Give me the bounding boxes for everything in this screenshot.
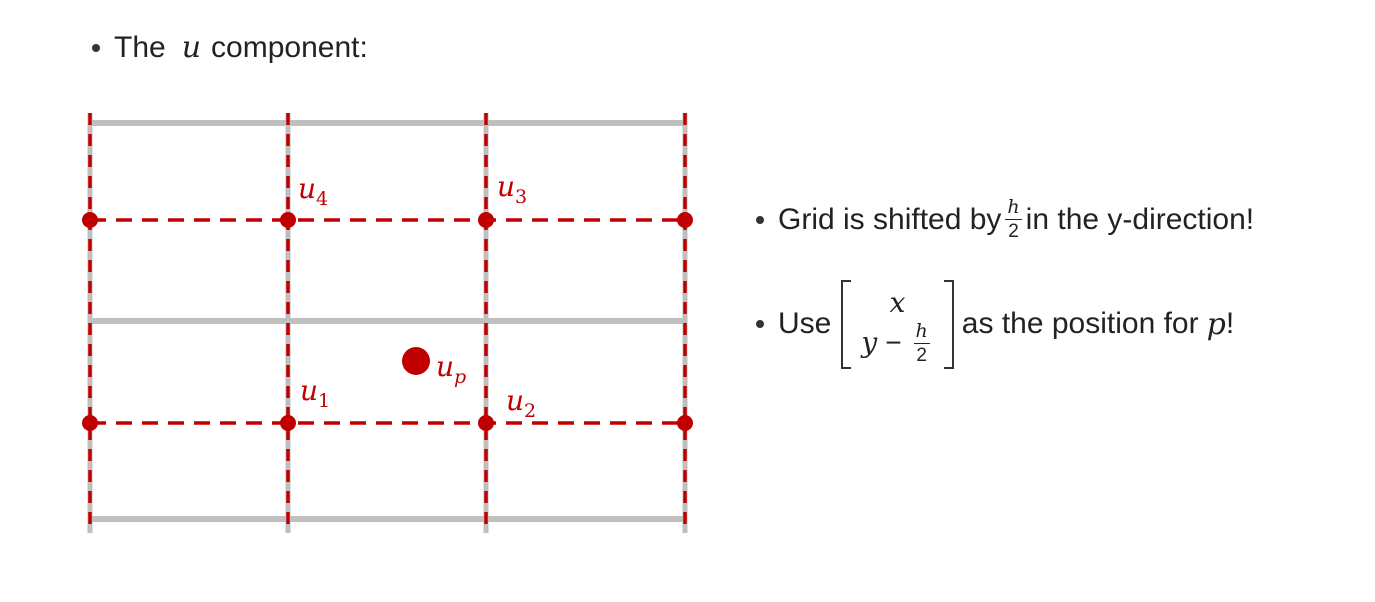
frac-bar	[914, 343, 930, 344]
grid-point	[82, 415, 98, 431]
label-up: $u_p$	[436, 350, 467, 388]
grid-point-u3	[478, 212, 494, 228]
gray-horizontal-lines	[90, 123, 685, 519]
note-position-end: !	[1225, 307, 1235, 341]
grid-point-u4	[280, 212, 296, 228]
note-grid-shift-suffix: in the y-direction!	[1025, 202, 1255, 236]
vector-bottom-op: −	[885, 327, 902, 359]
frac-bar	[1005, 219, 1021, 220]
grid-point-u1	[280, 415, 296, 431]
frac-numerator: h	[915, 319, 928, 342]
sample-point-up	[402, 347, 430, 375]
bullet-dot	[756, 216, 764, 224]
position-vector	[841, 280, 953, 369]
fraction-h-over-2	[1005, 198, 1021, 241]
vector-bottom-var: y	[861, 326, 878, 360]
grid-point-u2	[478, 415, 494, 431]
frac-denominator: 2	[916, 344, 927, 366]
left-bracket	[841, 280, 851, 369]
header-suffix: component:	[211, 30, 368, 64]
label-u3: $u_3$	[497, 170, 528, 208]
note-position-var: p	[1206, 306, 1226, 342]
vector-entries	[851, 280, 943, 369]
grid-point	[677, 415, 693, 431]
header-variable: u	[181, 30, 202, 65]
note-position-suffix: as the position for	[961, 307, 1199, 341]
vector-fraction	[914, 319, 930, 366]
frac-numerator: h	[1007, 196, 1020, 218]
bullet-dot	[756, 320, 764, 328]
label-u2: $u_2$	[506, 384, 537, 422]
right-bracket	[944, 280, 954, 369]
label-u4: $u_4$	[298, 172, 329, 210]
grid-point	[677, 212, 693, 228]
label-u1: $u_1$	[300, 374, 331, 412]
grid-point	[82, 212, 98, 228]
frac-denominator: 2	[1008, 221, 1019, 242]
vector-top-x: x	[889, 286, 906, 319]
note-grid-shift	[756, 198, 1254, 241]
header-prefix: The	[114, 30, 166, 64]
note-position	[756, 280, 1234, 369]
vector-bottom	[861, 319, 933, 366]
note-position-prefix: Use	[778, 307, 832, 341]
note-grid-shift-prefix: Grid is shifted by	[778, 202, 1002, 236]
